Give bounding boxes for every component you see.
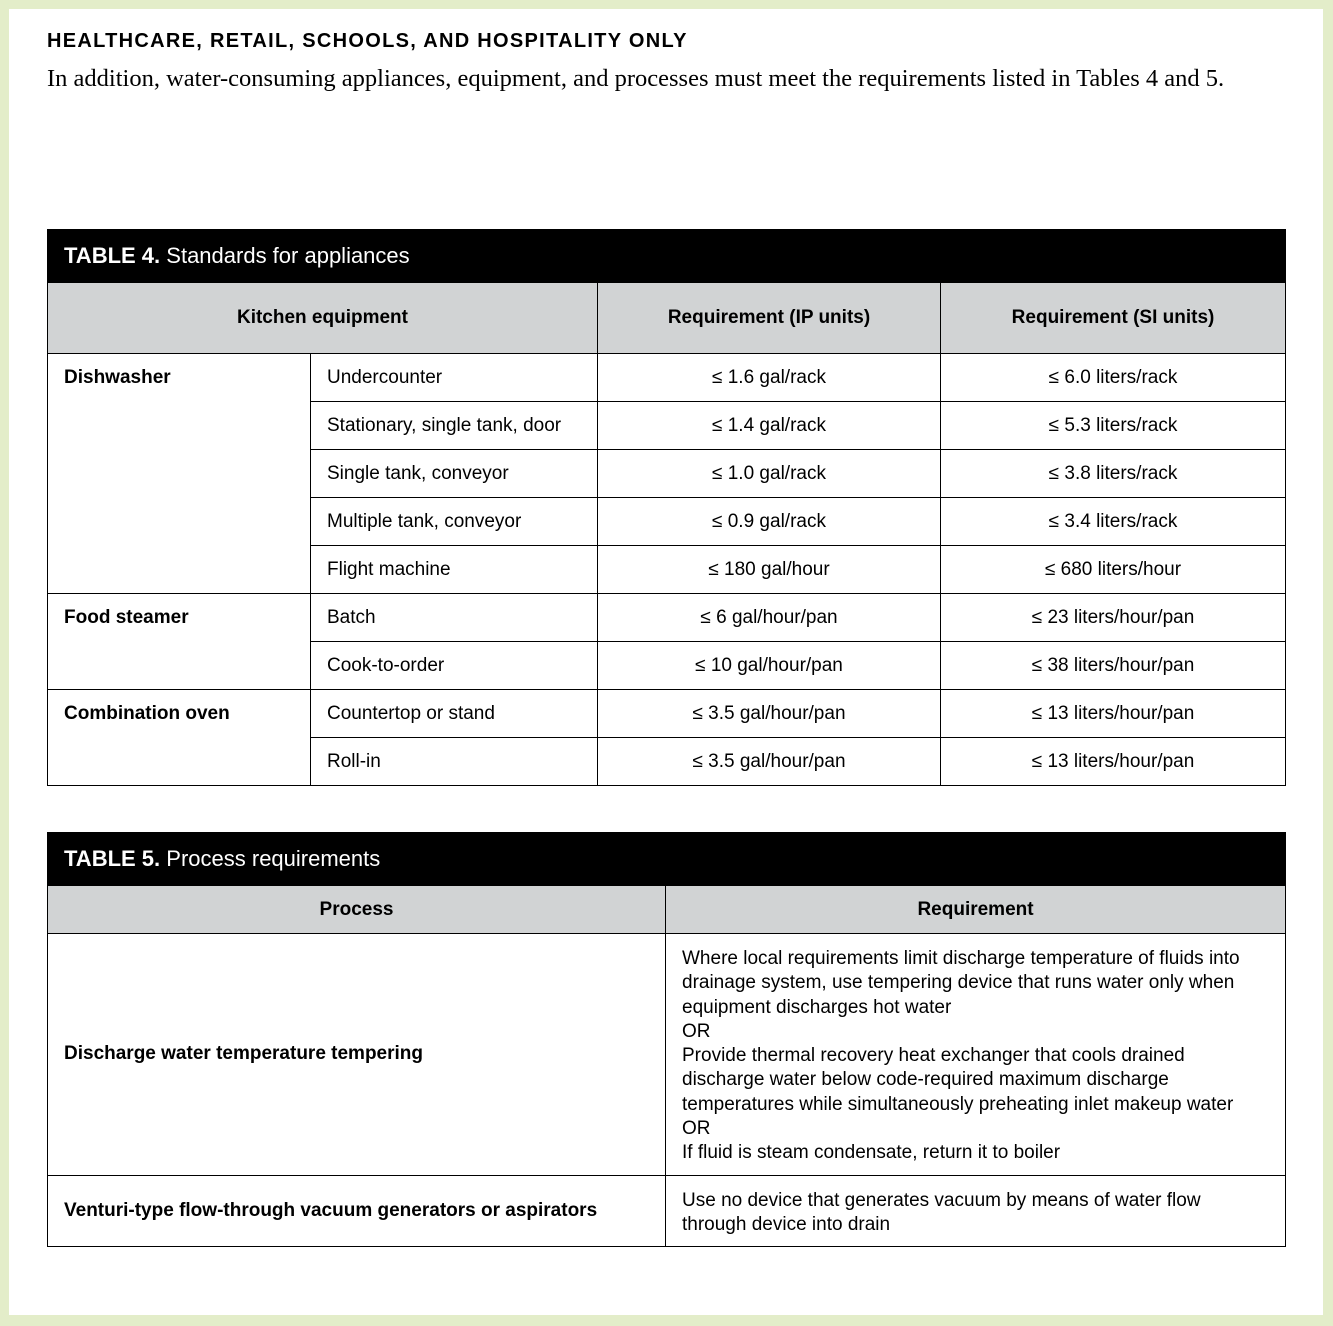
si-requirement-cell: ≤ 5.3 liters/rack bbox=[941, 402, 1286, 450]
table-4-body bbox=[48, 354, 1286, 786]
equipment-type-cell: Batch bbox=[311, 594, 598, 642]
process-name-cell: Venturi-type flow-through vacuum generators or aspirators bbox=[48, 1175, 666, 1247]
column-header-requirement: Requirement bbox=[666, 886, 1286, 934]
table-row bbox=[48, 934, 1286, 1176]
requirement-line: through device into drain bbox=[682, 1213, 891, 1235]
requirement-line: If fluid is steam condensate, return it to boiler bbox=[682, 1142, 1061, 1164]
table-4-caption bbox=[48, 230, 1286, 283]
table-4-caption-title: Standards for appliances bbox=[166, 243, 410, 268]
table-row bbox=[48, 354, 1286, 402]
table-row bbox=[48, 594, 1286, 642]
equipment-type-cell: Flight machine bbox=[311, 546, 598, 594]
requirement-line: OR bbox=[682, 1118, 711, 1140]
equipment-type-cell: Cook-to-order bbox=[311, 642, 598, 690]
intro-paragraph: In addition, water-consuming appliances, equipment, and processes must meet the requirements listed in Tables 4 and 5. bbox=[47, 65, 1225, 92]
equipment-type-cell: Countertop or stand bbox=[311, 690, 598, 738]
ip-requirement-cell: ≤ 0.9 gal/rack bbox=[598, 498, 941, 546]
requirement-line: Where local requirements limit discharge temperature of fluids into bbox=[682, 948, 1240, 969]
requirement-cell bbox=[666, 1175, 1286, 1247]
table-row bbox=[48, 690, 1286, 738]
ip-requirement-cell: ≤ 1.6 gal/rack bbox=[598, 354, 941, 402]
equipment-type-cell: Stationary, single tank, door bbox=[311, 402, 598, 450]
requirement-line: drainage system, use tempering device that runs water only when bbox=[682, 972, 1235, 994]
equipment-type-cell: Multiple tank, conveyor bbox=[311, 498, 598, 546]
table-4-appliance-standards bbox=[47, 229, 1286, 786]
equipment-category: Combination oven bbox=[48, 690, 311, 786]
table-4-caption-label: TABLE 4. bbox=[64, 243, 161, 268]
si-requirement-cell: ≤ 23 liters/hour/pan bbox=[941, 594, 1286, 642]
requirement-line: equipment discharges hot water bbox=[682, 996, 952, 1018]
si-requirement-cell: ≤ 680 liters/hour bbox=[941, 546, 1286, 594]
si-requirement-cell: ≤ 3.4 liters/rack bbox=[941, 498, 1286, 546]
ip-requirement-cell: ≤ 10 gal/hour/pan bbox=[598, 642, 941, 690]
equipment-type-cell: Undercounter bbox=[311, 354, 598, 402]
requirement-line: Provide thermal recovery heat exchanger that cools drained bbox=[682, 1045, 1185, 1067]
ip-requirement-cell: ≤ 1.4 gal/rack bbox=[598, 402, 941, 450]
document-page bbox=[9, 9, 1323, 1315]
table-5-caption-label: TABLE 5. bbox=[64, 846, 161, 871]
ip-requirement-cell: ≤ 6 gal/hour/pan bbox=[598, 594, 941, 642]
requirement-line: temperatures while simultaneously preheating inlet makeup water bbox=[682, 1093, 1234, 1115]
column-header-kitchen-equipment: Kitchen equipment bbox=[48, 283, 598, 354]
requirement-line: OR bbox=[682, 1020, 711, 1042]
ip-requirement-cell: ≤ 3.5 gal/hour/pan bbox=[598, 738, 941, 786]
ip-requirement-cell: ≤ 180 gal/hour bbox=[598, 546, 941, 594]
equipment-type-cell: Single tank, conveyor bbox=[311, 450, 598, 498]
si-requirement-cell: ≤ 6.0 liters/rack bbox=[941, 354, 1286, 402]
si-requirement-cell: ≤ 38 liters/hour/pan bbox=[941, 642, 1286, 690]
table-5-process-requirements bbox=[47, 832, 1286, 1247]
column-header-si-units: Requirement (SI units) bbox=[941, 283, 1286, 354]
equipment-category: Food steamer bbox=[48, 594, 311, 690]
column-header-ip-units: Requirement (IP units) bbox=[598, 283, 941, 354]
section-heading: HEALTHCARE, RETAIL, SCHOOLS, AND HOSPITALITY ONLY bbox=[47, 30, 688, 52]
requirement-line: discharge water below code-required maximum discharge bbox=[682, 1069, 1169, 1091]
ip-requirement-cell: ≤ 1.0 gal/rack bbox=[598, 450, 941, 498]
table-5-caption-title: Process requirements bbox=[166, 846, 381, 871]
equipment-category: Dishwasher bbox=[48, 354, 311, 594]
table-5-caption bbox=[48, 833, 1286, 886]
si-requirement-cell: ≤ 13 liters/hour/pan bbox=[941, 690, 1286, 738]
table-5-body bbox=[48, 934, 1286, 1247]
equipment-type-cell: Roll-in bbox=[311, 738, 598, 786]
process-name-cell: Discharge water temperature tempering bbox=[48, 934, 666, 1176]
column-header-process: Process bbox=[48, 886, 666, 934]
ip-requirement-cell: ≤ 3.5 gal/hour/pan bbox=[598, 690, 941, 738]
si-requirement-cell: ≤ 3.8 liters/rack bbox=[941, 450, 1286, 498]
table-row bbox=[48, 1175, 1286, 1247]
si-requirement-cell: ≤ 13 liters/hour/pan bbox=[941, 738, 1286, 786]
requirement-cell bbox=[666, 934, 1286, 1176]
requirement-line: Use no device that generates vacuum by means of water flow bbox=[682, 1189, 1201, 1211]
